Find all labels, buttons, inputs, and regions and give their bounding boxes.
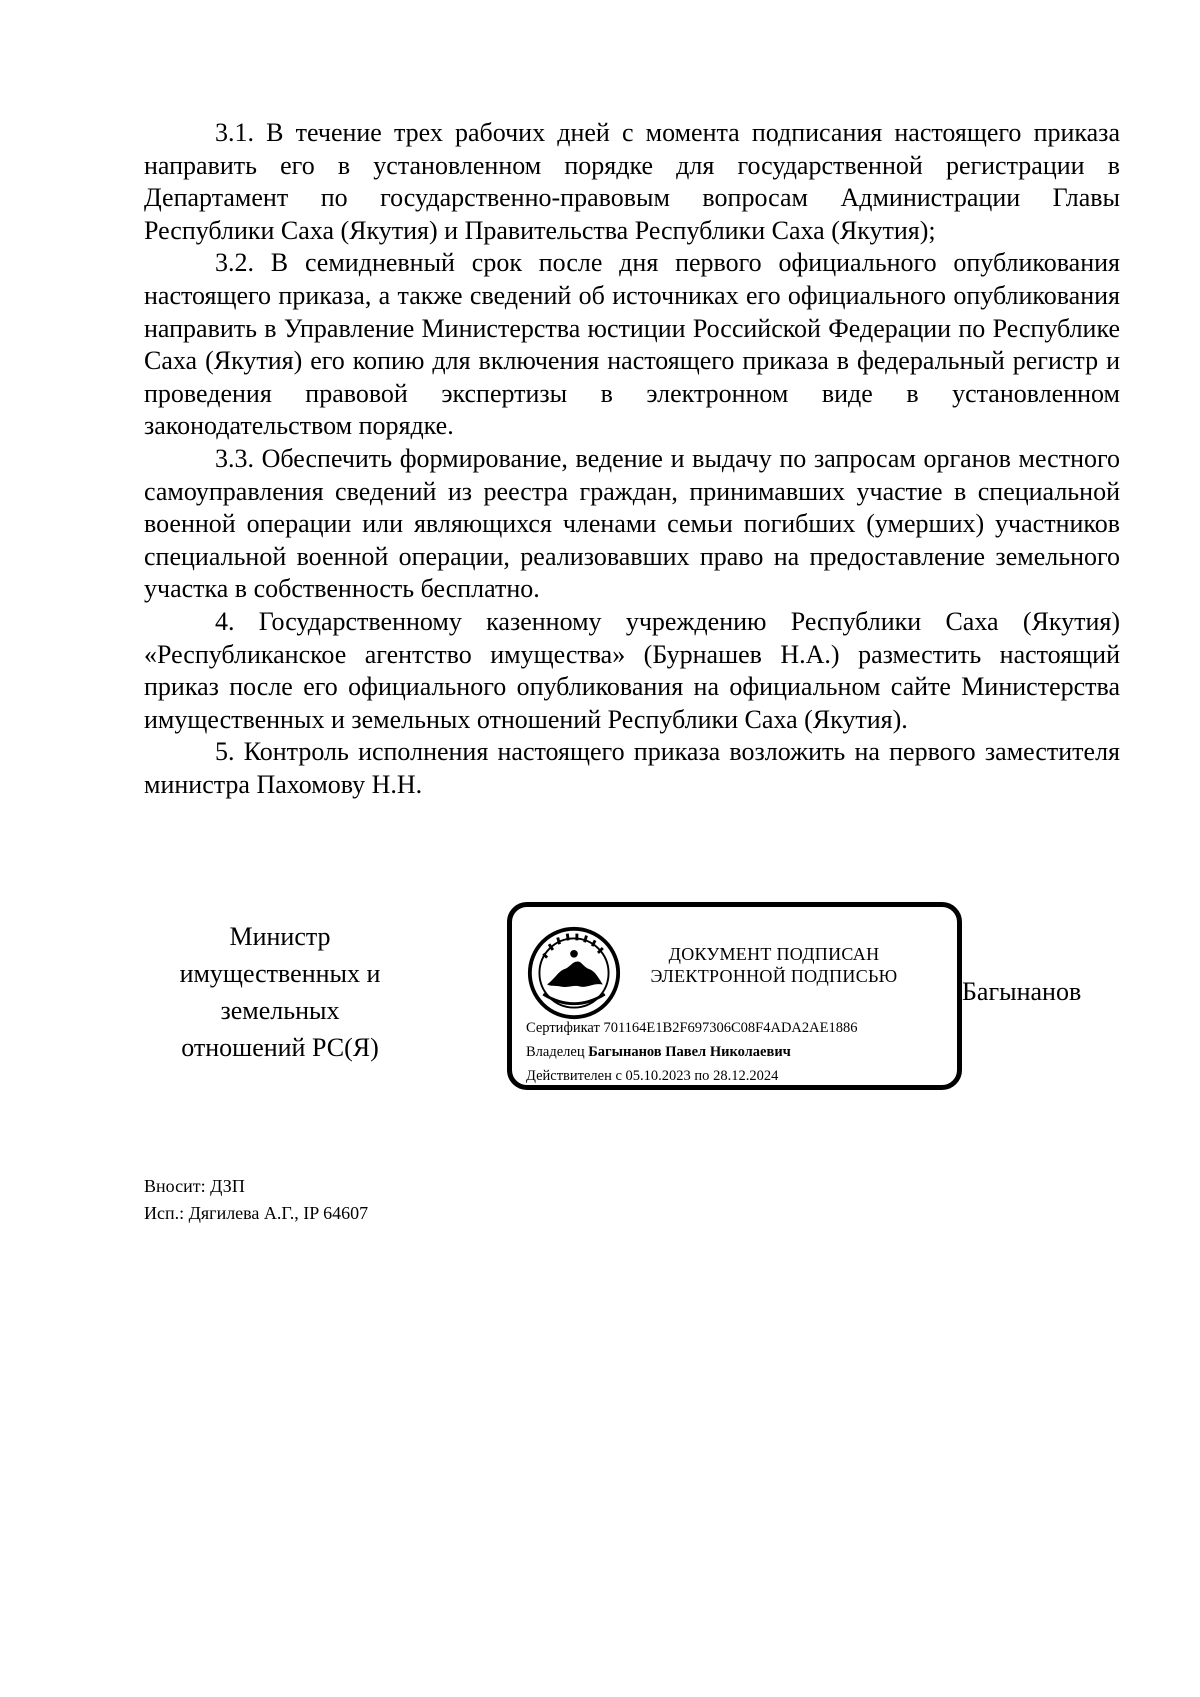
- paragraph-4: 4. Государственному казенному учреждению Республики Саха (Якутия) «Республиканское агентство имущества» (Бурнашев Н.А.) разместить настоящий приказ после его официального опубликования на официальном сайте Министерства имущественных и земельных отношений Республики Саха (Якутия).: [144, 606, 1120, 734]
- footer-notes: [144, 1173, 368, 1227]
- paragraph-3-3: 3.3. Обеспечить формирование, ведение и выдачу по запросам органов местного самоуправления сведений из реестра граждан, принимавших участие в специальной военной операции или являющихся членами семьи погибших (умерших) участников специальной военной операции, реализовавших право на предоставление земельного участка в собственность бесплатно.: [144, 443, 1120, 604]
- valid-to-label: по: [694, 1068, 710, 1084]
- certificate-number: 701164E1B2F697306C08F4ADA2AE1886: [603, 1020, 858, 1036]
- valid-from-label: с: [615, 1068, 622, 1084]
- signer-name: Багынанов: [962, 977, 1082, 1006]
- signer-position-line: земельных: [220, 996, 340, 1025]
- paragraph-3-2: 3.2. В семидневный срок после дня первого официального опубликования настоящего приказа, а также сведений об источниках его официального опубликования направить в Управление Министерства юстиции Российской Федерации по Республике Саха (Якутия) его копию для включения настоящего приказа в федеральный регистр и проведения правовой экспертизы в электронном виде в установленном законодательством порядке.: [144, 248, 1120, 441]
- stamp-certificate: [526, 1019, 858, 1037]
- valid-label: Действителен: [526, 1068, 612, 1084]
- submitted-by: Вносит: ДЗП: [144, 1176, 245, 1196]
- stamp-heading-line: ДОКУМЕНТ ПОДПИСАН: [668, 944, 880, 964]
- signer-position: [150, 918, 410, 1066]
- stamp-owner: [526, 1043, 791, 1061]
- document-body: [144, 117, 1120, 801]
- executor: Исп.: Дягилева А.Г., IP 64607: [144, 1203, 369, 1223]
- certificate-label: Сертификат: [526, 1020, 600, 1036]
- stamp-validity: [526, 1067, 778, 1085]
- stamp-heading: [624, 943, 924, 987]
- signer-position-line: имущественных и: [179, 959, 381, 988]
- owner-label: Владелец: [526, 1044, 585, 1060]
- valid-to-date: 28.12.2024: [713, 1068, 779, 1084]
- sakha-republic-emblem-icon: [526, 925, 622, 1021]
- valid-from-date: 05.10.2023: [625, 1068, 691, 1084]
- owner-name: Багынанов Павел Николаевич: [588, 1044, 791, 1060]
- electronic-signature-stamp: [507, 902, 962, 1090]
- signer-position-line: Министр: [229, 922, 331, 951]
- paragraph-3-1: 3.1. В течение трех рабочих дней с момента подписания настоящего приказа направить его в установленном порядке для государственной регистрации в Департамент по государственно-правовым вопросам Администрации Главы Республики Саха (Якутия) и Правительства Республики Саха (Якутия);: [144, 118, 1120, 245]
- paragraph-5: 5. Контроль исполнения настоящего приказа возложить на первого заместителя министра Пахомову Н.Н.: [144, 737, 1120, 799]
- signer-position-line: отношений РС(Я): [181, 1033, 379, 1062]
- stamp-heading-line: ЭЛЕКТРОННОЙ ПОДПИСЬЮ: [650, 966, 898, 986]
